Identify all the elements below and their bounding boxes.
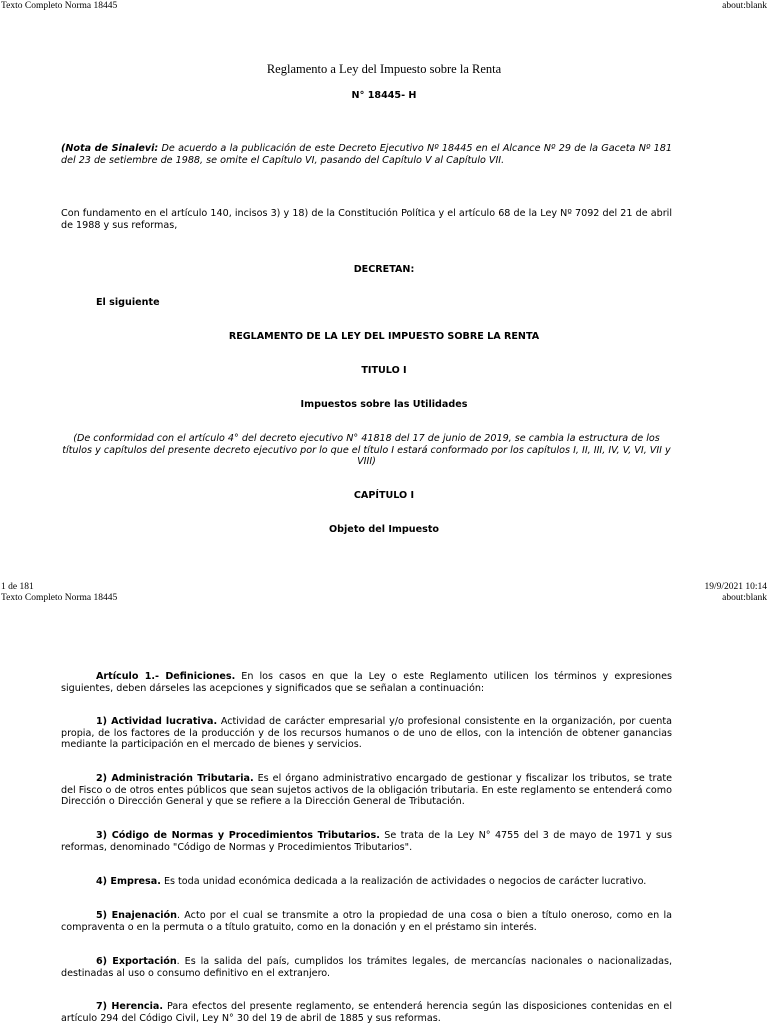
note-label: (Nota de Sinalevi: [61,143,159,154]
impuestos-heading: Impuestos sobre las Utilidades [300,399,468,410]
page-footer-right: 19/9/2021 10:14 [704,582,767,592]
definition-1 [61,716,672,751]
page-header-right: about:blank [722,1,767,11]
definition-label: 6) Exportación [96,956,177,967]
definition-label: 4) Empresa. [96,876,161,887]
definition-7 [61,1001,672,1024]
article-1 [61,671,672,694]
definition-5 [61,910,672,933]
objeto-heading: Objeto del Impuesto [329,524,439,535]
definition-text: Se trata de la Ley N° 4755 del 3 de mayo de 1971 y sus reformas, denominado "Código de Normas y Procedimientos Tributarios". [61,830,672,853]
definition-text: Actividad de carácter empresarial y/o profesional consistente en la organización, por cuenta propia, de los factores de la producción y de los recursos humanos o de uno de ellos, con la intención de obtener ganancias mediante la participación en el mercado de bienes y servicios. [61,716,672,750]
definition-label: 1) Actividad lucrativa. [96,716,218,727]
page2-header-right: about:blank [722,593,767,603]
article-text: En los casos en que la Ley o este Reglamento utilicen los términos y expresiones siguientes, deben dárseles las acepciones y significados que se señalan a continuación: [61,671,672,694]
decree-number: N° 18445- H [351,90,417,101]
definition-4 [61,876,672,888]
decretan-heading: DECRETAN: [353,264,415,275]
definition-label: 7) Herencia. [96,1001,164,1012]
titulo-heading: TITULO I [361,365,407,376]
conformidad-note: (De conformidad con el artículo 4° del decreto ejecutivo N° 41818 del 17 de junio de 2019, se cambia la estructura de los títulos y capítulos del presente decreto ejecutivo por lo que el título I estará conformado por los capítulos I, II, III, IV, V, VI, VII y VIII) [62,433,671,467]
definition-2 [61,773,672,808]
note-text: De acuerdo a la publicación de este Decreto Ejecutivo Nº 18445 en el Alcance Nº 29 de la Gaceta Nº 181 del 23 de setiembre de 1988, se omite el Capítulo VI, pasando del Capítulo V al Capítulo VII. [61,143,672,166]
capitulo-heading: CAPÍTULO I [353,490,415,501]
definition-label: 5) Enajenación [96,910,177,921]
definition-text: . Es la salida del país, cumplidos los trámites legales, de mercancías nacionales o nacionalizadas, destinadas al uso o consumo definitivo en el extranjero. [61,956,672,979]
definition-text: Es toda unidad económica dedicada a la realización de actividades o negocios de carácter lucrativo. [160,876,647,887]
definition-text: Es el órgano administrativo encargado de gestionar y fiscalizar los tributos, se trate del Fisco o de otros entes públicos que sean sujetos activos de la obligación tributaria. En este reglamento se entenderá como Dirección o Dirección General y que se refiere a la Dirección General de Tributación. [61,773,672,807]
definition-text: . Acto por el cual se transmite a otro la propiedad de una cosa o bien a título oneroso, como en la compraventa o en la permuta o a título gratuito, como en la donación y en el préstamo sin interés. [61,910,672,933]
definition-label: 3) Código de Normas y Procedimientos Tributarios. [96,830,380,841]
fundamento-paragraph: Con fundamento en el artículo 140, incisos 3) y 18) de la Constitución Política y el artículo 68 de la Ley Nº 7092 del 21 de abril de 1988 y sus reformas, [61,208,672,231]
definition-label: 2) Administración Tributaria. [96,773,254,784]
page-footer-left: 1 de 181 [1,582,34,592]
definition-6 [61,956,672,979]
page2-header-left: Texto Completo Norma 18445 [1,593,118,603]
reglamento-heading: REGLAMENTO DE LA LEY DEL IMPUESTO SOBRE LA RENTA [228,331,540,342]
article-label: Artículo 1.- Definiciones. [96,671,236,682]
sinalevi-note [61,143,672,166]
document-title: Reglamento a Ley del Impuesto sobre la Renta [266,62,502,76]
page-header-left: Texto Completo Norma 18445 [1,1,118,11]
el-siguiente: El siguiente [96,297,160,308]
definition-3 [61,830,672,853]
definition-text: Para efectos del presente reglamento, se entenderá herencia según las disposiciones contenidas en el artículo 294 del Código Civil, Ley N° 30 del 19 de abril de 1885 y sus reformas. [61,1001,672,1024]
